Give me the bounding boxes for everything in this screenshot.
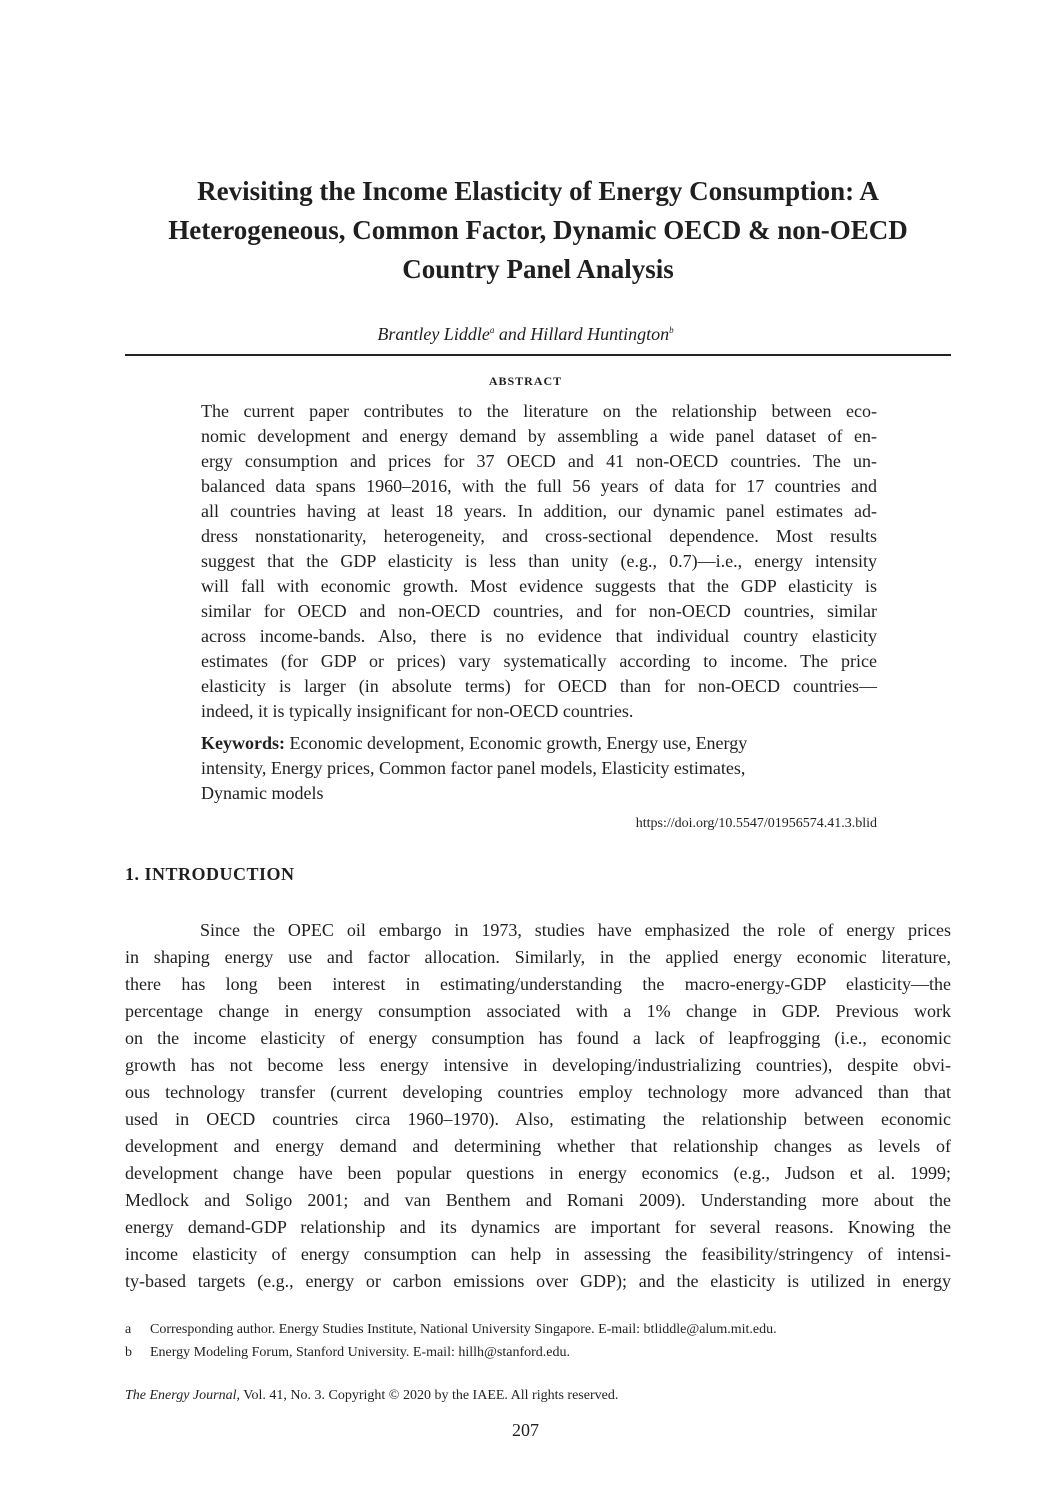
paragraph-line: development and energy demand and determining whether that relationship changes as levels of <box>125 1136 951 1156</box>
paragraph-line: energy demand-GDP relationship and its dynamics are important for several reasons. Knowing the <box>125 1217 951 1237</box>
paragraph-line: there has long been interest in estimating/understanding the macro-energy-GDP elasticity—the <box>125 974 951 994</box>
paragraph-line: in shaping energy use and factor allocation. Similarly, in the applied energy economic literature, <box>125 947 951 967</box>
journal-name: The Energy Journal <box>125 1388 237 1403</box>
paragraph-line: percentage change in energy consumption associated with a 1% change in GDP. Previous work <box>125 1001 951 1021</box>
keywords-line: intensity, Energy prices, Common factor panel models, Elasticity estimates, <box>201 758 746 778</box>
abstract-line: all countries having at least 18 years. In addition, our dynamic panel estimates ad- <box>201 501 877 521</box>
abstract-line: similar for OECD and non-OECD countries, and for non-OECD countries, similar <box>201 601 877 621</box>
author-affiliation-mark: a <box>489 325 495 335</box>
author-connector: and <box>494 324 531 344</box>
paragraph-line: income elasticity of energy consumption can help in assessing the feasibility/stringency of intensi- <box>125 1244 951 1264</box>
abstract-line: will fall with economic growth. Most evidence suggests that the GDP elasticity is <box>201 576 877 596</box>
paragraph-line: development change have been popular questions in energy economics (e.g., Judson et al. 1999; <box>125 1163 951 1183</box>
paragraph-line: on the income elasticity of energy consumption has found a lack of leapfrogging (i.e., economic <box>125 1028 951 1048</box>
keywords-label: Keywords: <box>201 733 285 753</box>
abstract-line: across income-bands. Also, there is no evidence that individual country elasticity <box>201 626 877 646</box>
abstract-line: balanced data spans 1960–2016, with the full 56 years of data for 17 countries and <box>201 476 877 496</box>
footnote <box>125 1341 951 1364</box>
doi-link[interactable]: https://doi.org/10.5547/01956574.41.3.blid <box>635 816 877 831</box>
abstract-line: estimates (for GDP or prices) vary systematically according to income. The price <box>201 651 877 671</box>
author-name: Brantley Liddle <box>377 324 490 344</box>
title-line: Revisiting the Income Elasticity of Energy Consumption: A <box>197 176 879 206</box>
footnotes <box>125 1318 951 1364</box>
author-line <box>0 318 1051 346</box>
journal-details: , Vol. 41, No. 3. Copyright © 2020 by the IAEE. All rights reserved. <box>236 1388 619 1403</box>
abstract-line: The current paper contributes to the literature on the relationship between eco- <box>201 401 877 421</box>
introduction-paragraph <box>125 917 951 1295</box>
journal-citation <box>125 1386 618 1406</box>
title-line: Country Panel Analysis <box>402 254 674 284</box>
abstract-line: nomic development and energy demand by assembling a wide panel dataset of en- <box>201 426 877 446</box>
abstract-line: ergy consumption and prices for 37 OECD and 41 non-OECD countries. The un- <box>201 451 877 471</box>
abstract-line: indeed, it is typically insignificant for non-OECD countries. <box>201 701 634 721</box>
paragraph-line: growth has not become less energy intensive in developing/industrializing countries), despite obvi- <box>125 1055 951 1075</box>
page-number: 207 <box>512 1420 539 1440</box>
keywords <box>201 731 877 806</box>
abstract-line: elasticity is larger (in absolute terms) for OECD than for non-OECD countries— <box>201 676 877 696</box>
title-line: Heterogeneous, Common Factor, Dynamic OECD & non-OECD <box>168 215 908 245</box>
abstract-text <box>201 399 877 724</box>
footnote-text: Corresponding author. Energy Studies Institute, National University Singapore. E-mail: btliddle@alum.mit.edu. <box>150 1322 777 1337</box>
paragraph-line: ous technology transfer (current developing countries employ technology more advanced than that <box>125 1082 951 1102</box>
author-name: Hillard Huntington <box>530 324 670 344</box>
paragraph-line: Medlock and Soligo 2001; and van Benthem and Romani 2009). Understanding more about the <box>125 1190 951 1210</box>
keywords-line: Dynamic models <box>201 783 324 803</box>
keywords-text: Economic development, Economic growth, Energy use, Energy <box>285 733 748 753</box>
paragraph-line: used in OECD countries circa 1960–1970). Also, estimating the relationship between economic <box>125 1109 951 1129</box>
footnote-text: Energy Modeling Forum, Stanford University. E-mail: hillh@stanford.edu. <box>150 1345 570 1360</box>
header-rule <box>125 354 951 356</box>
paper-title <box>110 172 966 289</box>
author-affiliation-mark: b <box>669 325 674 335</box>
abstract-line: dress nonstationarity, heterogeneity, and cross-sectional dependence. Most results <box>201 526 877 546</box>
abstract-line: suggest that the GDP elasticity is less than unity (e.g., 0.7)—i.e., energy intensity <box>201 551 877 571</box>
footnote <box>125 1318 951 1341</box>
keywords-line <box>201 731 877 756</box>
paragraph-line: ty-based targets (e.g., energy or carbon emissions over GDP); and the elasticity is utilized in energy <box>125 1271 951 1291</box>
footnote-mark: a <box>125 1322 132 1337</box>
paragraph-line: Since the OPEC oil embargo in 1973, studies have emphasized the role of energy prices <box>200 920 951 940</box>
abstract-heading: ABSTRACT <box>488 374 563 388</box>
footnote-mark: b <box>125 1345 132 1360</box>
section-heading-introduction: 1. INTRODUCTION <box>125 864 295 884</box>
